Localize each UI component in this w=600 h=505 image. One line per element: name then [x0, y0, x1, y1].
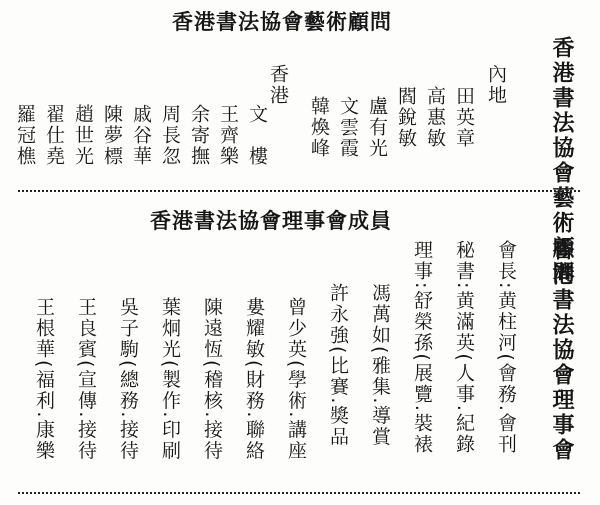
council-member: 婁耀敏(財務.聯絡	[243, 297, 265, 462]
mainland-heading: 內地	[485, 64, 507, 106]
council-member: 王根華(福利.康樂	[33, 297, 55, 462]
council-member: 許永強(比賽.獎品	[327, 283, 349, 448]
advisors-side-title: 香港書法協會藝術顧問	[549, 36, 574, 286]
section-divider	[18, 190, 580, 192]
advisor-name: 田英章	[453, 86, 475, 149]
advisor-name: 王齊樂	[217, 104, 239, 167]
council-title: 香港書法協會理事會成員	[150, 209, 392, 233]
advisor-name: 閻銳敏	[395, 86, 417, 149]
council-member: 吳子駒(總務.接待	[117, 297, 139, 462]
advisor-name: 翟仕堯	[43, 104, 65, 167]
council-member: 王良賓(宣傳.接待	[75, 297, 97, 462]
advisor-name: 韓煥峰	[308, 96, 330, 159]
council-member: 會長:黄柱河(會務.會刊	[495, 240, 517, 455]
bottom-divider	[18, 492, 580, 494]
council-member: 陳遠恆(稽核.接待	[201, 297, 223, 462]
advisor-name: 文雲霞	[337, 96, 359, 159]
council-side-title: 香港書法協會理事會	[549, 238, 574, 463]
advisor-name: 文樓	[246, 104, 268, 188]
advisor-name: 盧有光	[366, 96, 388, 159]
advisor-name: 趙世光	[72, 104, 94, 167]
advisor-name: 羅冠樵	[14, 104, 36, 167]
advisor-name: 陳夢標	[101, 104, 123, 167]
hongkong-heading: 香港	[267, 64, 289, 106]
council-member: 曾少英(學術.講座	[285, 297, 307, 462]
advisor-name: 戚谷華	[130, 104, 152, 167]
advisor-name: 周長忽	[159, 104, 181, 167]
advisor-name: 高惠敏	[424, 86, 446, 149]
council-member: 馮萬如(雅集.導賞	[369, 283, 391, 448]
council-member: 理事:舒榮孫(展覽.裝裱	[411, 240, 433, 455]
advisor-name: 余寄撫	[188, 104, 210, 167]
council-member: 葉炯光(製作.印刷	[159, 297, 181, 462]
council-member: 秘書:黄滿英(人事.紀錄	[453, 240, 475, 455]
advisors-title: 香港書法協會藝術顧問	[172, 10, 392, 34]
